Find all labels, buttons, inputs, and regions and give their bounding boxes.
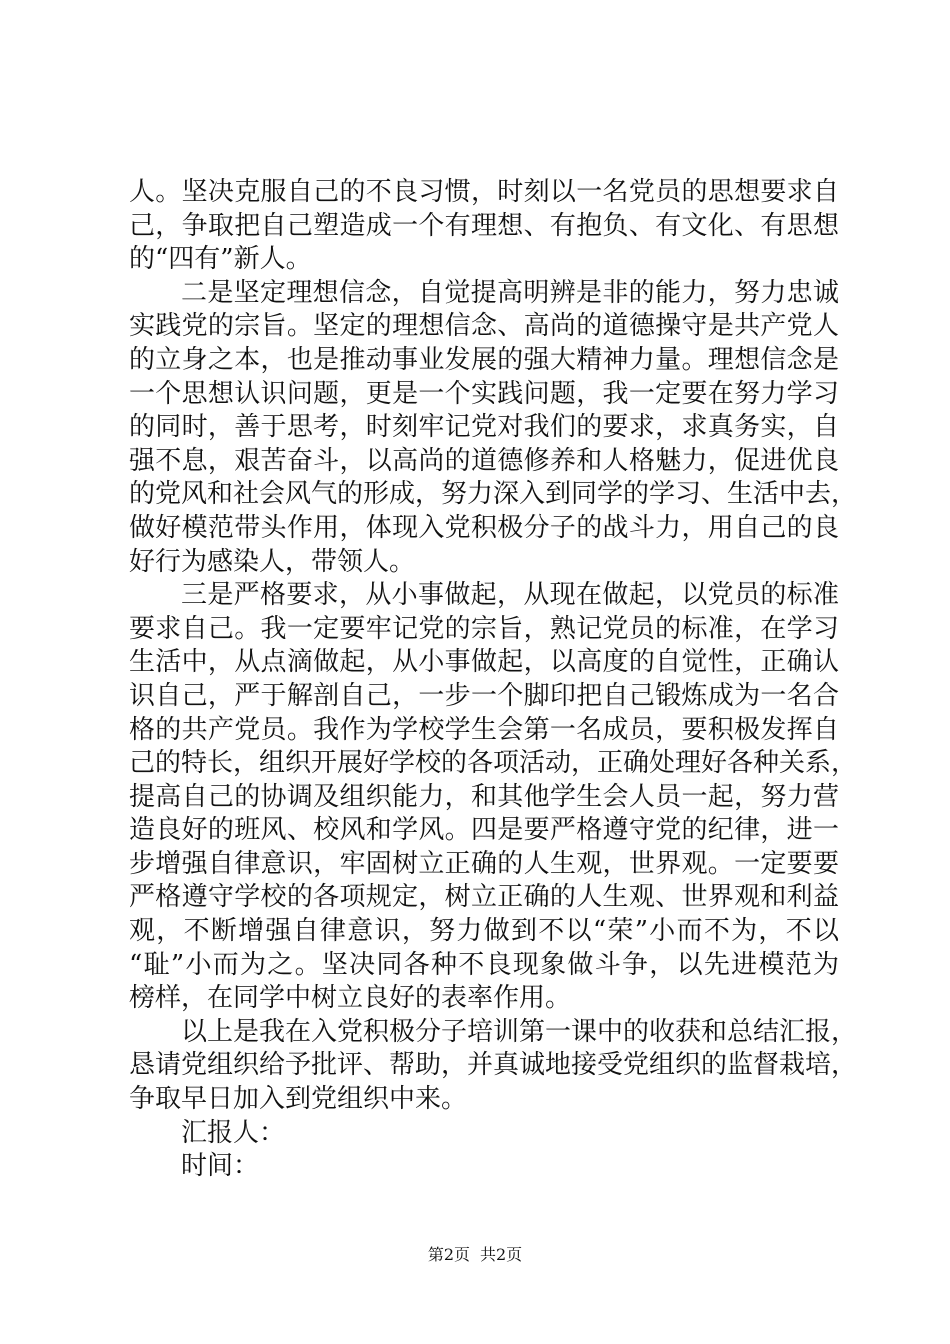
text-line: 强不息，艰苦奋斗，以高尚的道德修养和人格魅力，促进优良 (129, 445, 839, 476)
text-line: 步增强自律意识，牢固树立正确的人生观，世界观。一定要要 (129, 848, 839, 879)
document-body (129, 176, 858, 1184)
text-line: 格的共产党员。我作为学校学生会第一名成员，要积极发挥自 (129, 714, 839, 745)
text-line: 人。坚决克服自己的不良习惯，时刻以一名党员的思想要求自 (129, 177, 839, 207)
text-line: 的同时，善于思考，时刻牢记党对我们的要求，求真务实，自 (129, 412, 839, 443)
text-line: 实践党的宗旨。坚定的理想信念、高尚的道德操守是共产党人 (129, 311, 839, 342)
text-line: 严格遵守学校的各项规定，树立正确的人生观、世界观和利益 (129, 882, 839, 913)
page-footer (0, 1244, 950, 1266)
text-line: 以上是我在入党积极分子培训第一课中的收获和总结汇报， (181, 1016, 858, 1047)
text-line: 造良好的班风、校风和学风。四是要严格遵守党的纪律，进一 (129, 815, 839, 846)
text-line: 汇报人： (181, 1117, 286, 1148)
text-line: 的立身之本，也是推动事业发展的强大精神力量。理想信念是 (129, 344, 839, 375)
text-line: 的“四有”新人。 (129, 244, 312, 275)
text-line: 己的特长，组织开展好学校的各项活动，正确处理好各种关系， (129, 748, 858, 779)
text-line: 的党风和社会风气的形成，努力深入到同学的学习、生活中去， (129, 479, 858, 510)
text-line: 生活中，从点滴做起，从小事做起，以高度的自觉性，正确认 (129, 647, 839, 678)
text-line: 争取早日加入到党组织中来。 (129, 1084, 468, 1115)
text-line: 做好模范带头作用，体现入党积极分子的战斗力，用自己的良 (129, 512, 839, 543)
text-line: 时间： (181, 1151, 260, 1182)
text-line: 三是严格要求，从小事做起，从现在做起，以党员的标准 (181, 580, 839, 611)
text-line: 己，争取把自己塑造成一个有理想、有抱负、有文化、有思想 (129, 210, 839, 241)
text-line: 好行为感染人，带领人。 (129, 546, 416, 577)
text-line: 提高自己的协调及组织能力，和其他学生会人员一起，努力营 (129, 781, 839, 812)
text-line: 观，不断增强自律意识，努力做到不以“荣”小而不为，不以 (129, 916, 839, 947)
text-line: 一个思想认识问题，更是一个实践问题，我一定要在努力学习 (129, 378, 839, 409)
text-line: “耻”小而为之。坚决同各种不良现象做斗争，以先进模范为 (129, 949, 839, 980)
text-line: 要求自己。我一定要牢记党的宗旨，熟记党员的标准，在学习 (129, 613, 839, 644)
text-line: 二是坚定理想信念，自觉提高明辨是非的能力，努力忠诚 (181, 277, 839, 308)
text-line: 榜样，在同学中树立良好的表率作用。 (129, 983, 572, 1014)
page-number: 第2页 (427, 1245, 470, 1264)
text-line: 恳请党组织给予批评、帮助，并真诚地接受党组织的监督栽培， (129, 1050, 858, 1081)
text-line: 识自己，严于解剖自己，一步一个脚印把自己锻炼成为一名合 (129, 680, 839, 711)
page-total: 共2页 (480, 1245, 523, 1264)
